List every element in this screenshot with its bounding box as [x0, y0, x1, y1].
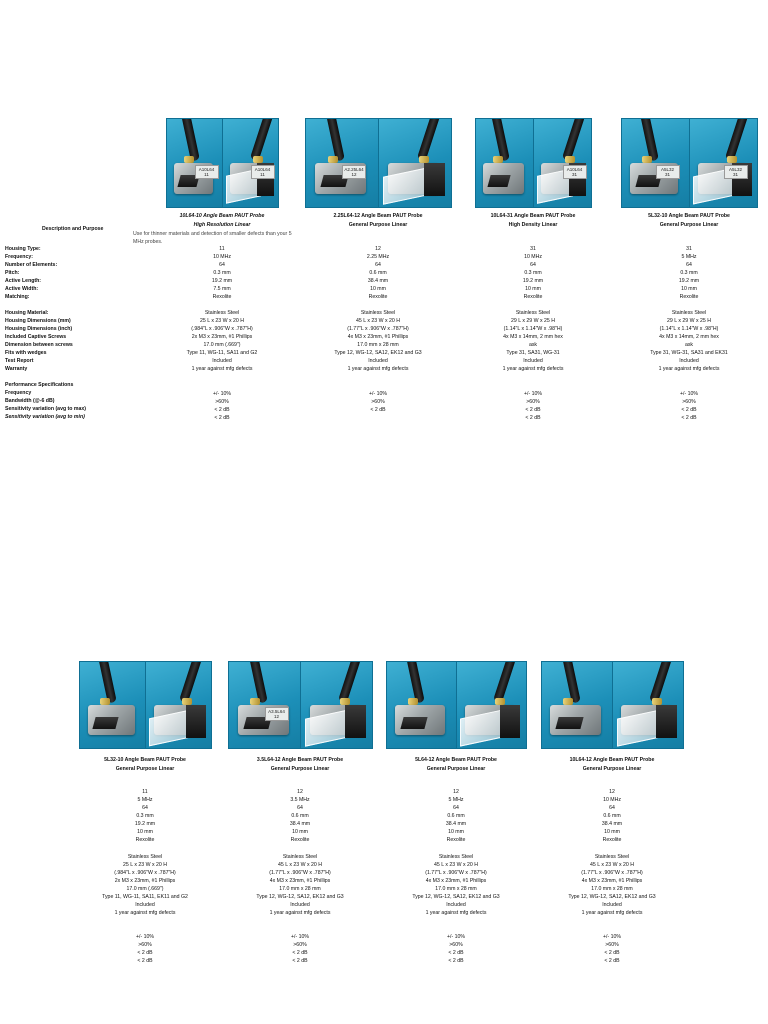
probe-subtitle: General Purpose Linear	[348, 222, 408, 228]
perf-value: < 2 dB	[137, 950, 153, 956]
probe-subtitle: General Purpose Linear	[270, 766, 330, 772]
probe-title: 5L32-10 Angle Beam PAUT Probe	[104, 757, 186, 763]
perf-value: +/- 10%	[212, 391, 232, 397]
spec-value: 19.2 mm	[522, 278, 544, 284]
probe-photo-side	[145, 661, 212, 749]
spec-value: 0.3 mm	[524, 270, 542, 276]
perf-value: < 2 dB	[214, 407, 230, 413]
label-number-of-elements: Number of Elements:	[5, 262, 58, 268]
label-fits-with-wedges: Fits with wedges	[5, 350, 47, 356]
spec-value: 2.25 MHz	[366, 254, 390, 260]
spec-value: Type 31, WG-31, SA31 and EK31	[650, 350, 728, 356]
spec-value: 17.0 mm (.669")	[126, 886, 164, 892]
perf-value: +/- 10%	[679, 391, 699, 397]
spec-value: 4x M3 x 23mm, #1 Phillips	[425, 878, 487, 884]
probe-element-face	[500, 705, 521, 738]
spec-value: 64	[142, 805, 148, 811]
spec-value: 45 L x 23 W x 20 H	[434, 862, 478, 868]
probe-photo-side	[533, 118, 592, 208]
probe-connector	[184, 156, 194, 163]
probe-description: Use for thinner materials and detection of smaller defects than your 5 MHz probes.	[133, 231, 292, 245]
spec-value: 10 mm	[604, 829, 620, 835]
label-housing-dimensions-mm: Housing Dimensions (mm)	[5, 318, 71, 324]
spec-value: 64	[375, 262, 381, 268]
spec-value: Rexolite	[212, 294, 232, 300]
spec-value: 2x M3 x 23mm, #1 Phillips	[114, 878, 176, 884]
probe-label-plate: A2.25L64 12	[342, 165, 366, 179]
spec-value: 4x M3 x 23mm, #1 Phillips	[347, 334, 409, 340]
spec-value: 1 year against mfg defects	[269, 910, 331, 916]
probe-title: 10L64-12 Angle Beam PAUT Probe	[569, 757, 655, 763]
spec-value: Rexolite	[523, 294, 543, 300]
spec-value: 3.5 MHz	[290, 797, 310, 803]
spec-value: 10 mm	[525, 286, 541, 292]
spec-value: 4x M3 x 14mm, 2 mm hex	[503, 334, 563, 340]
probe-photo-side	[612, 661, 684, 749]
perf-value: >60%	[138, 942, 152, 948]
spec-value: Type 11, WG-11, SA11 and G2	[186, 350, 258, 356]
spec-value: 31	[530, 246, 536, 252]
spec-value: 2x M3 x 23mm, #1 Phillips	[191, 334, 253, 340]
label-sensitivity-avg-max: Sensitivity variation (avg to max)	[5, 406, 87, 412]
spec-value: Rexolite	[290, 837, 310, 843]
spec-value: Stainless Steel	[204, 310, 240, 316]
perf-value: < 2 dB	[137, 958, 153, 964]
label-housing-material: Housing Material:	[5, 310, 49, 316]
spec-value: 45 L x 23 W x 20 H	[356, 318, 400, 324]
probe-title: 3.5L64-12 Angle Beam PAUT Probe	[256, 757, 344, 763]
spec-value: 5 MHz	[137, 797, 153, 803]
perf-value: +/- 10%	[290, 934, 310, 940]
probe-connector	[727, 156, 737, 163]
labels-group-2	[5, 309, 73, 373]
spec-value: 31	[686, 246, 692, 252]
spec-value: (.984"L x .906"W x .787"H)	[114, 870, 176, 876]
spec-value: Stainless Steel	[360, 310, 396, 316]
spec-value: Included	[212, 358, 232, 364]
spec-value: 10 mm	[137, 829, 153, 835]
perf-value: >60%	[371, 399, 385, 405]
label-perf-frequency: Frequency	[5, 390, 32, 396]
probe-element-face	[345, 705, 366, 738]
probe-label-plate: A5L32 31	[656, 165, 680, 179]
spec-value: Stainless Steel	[282, 854, 318, 860]
spec-value: 1 year against mfg defects	[658, 366, 720, 372]
spec-value: 64	[609, 805, 615, 811]
spec-value: (1.77"L x .906"W x .787"H)	[347, 326, 409, 332]
probe-label-plate: A10L64 11	[251, 165, 275, 179]
probe-title: 2.25L64-12 Angle Beam PAUT Probe	[333, 213, 423, 219]
probe-label-plate: A3.5L64 12	[265, 707, 289, 721]
probe-label-plate: A10L64 11	[195, 165, 219, 179]
label-pitch: Pitch:	[5, 270, 20, 276]
spec-value: 0.3 mm	[680, 270, 698, 276]
probe-title: 10L64-10 Angle Beam PAUT Probe	[179, 213, 265, 219]
spec-value: 17.0 mm x 28 mm	[591, 886, 633, 892]
perf-value: +/- 10%	[602, 934, 622, 940]
spec-value: 19.2 mm	[211, 278, 233, 284]
probe-connector	[565, 156, 575, 163]
label-frequency: Frequency:	[5, 254, 33, 260]
spec-value: Included	[290, 902, 310, 908]
probe-subtitle: General Purpose Linear	[115, 766, 175, 772]
spec-value: Rexolite	[679, 294, 699, 300]
spec-value: 1 year against mfg defects	[502, 366, 564, 372]
spec-value: Rexolite	[446, 837, 466, 843]
spec-value: 0.3 mm	[136, 813, 154, 819]
spec-value: 17.0 mm x 28 mm	[279, 886, 321, 892]
label-performance-specifications: Performance Specifications	[5, 382, 74, 388]
spec-value: 11	[219, 246, 225, 252]
spec-value: 12	[609, 789, 615, 795]
probe-title: 5L32-10 Angle Beam PAUT Probe	[648, 213, 730, 219]
spec-value: 1 year against mfg defects	[114, 910, 176, 916]
perf-value: < 2 dB	[681, 415, 697, 421]
spec-value: 10 mm	[292, 829, 308, 835]
spec-value: Included	[446, 902, 466, 908]
probe-connector	[419, 156, 429, 163]
spec-value: 5 MHz	[448, 797, 464, 803]
probe-photo-front	[386, 661, 457, 749]
probe-subtitle: High Resolution Linear	[193, 222, 251, 228]
perf-value: < 2 dB	[604, 958, 620, 964]
spec-value: 64	[219, 262, 225, 268]
spec-value: 11	[142, 789, 148, 795]
perf-value: +/- 10%	[523, 391, 543, 397]
probe-photo-front	[166, 118, 223, 208]
probe-connector	[253, 156, 263, 163]
spec-value: (1.14"L x 1.14"W x .98"H)	[503, 326, 563, 332]
label-included-captive-screws: Included Captive Screws	[5, 334, 67, 340]
spec-value: 64	[530, 262, 536, 268]
probe-label-plate: A5L32 31	[724, 165, 748, 179]
probe-title: 5L64-12 Angle Beam PAUT Probe	[415, 757, 497, 763]
perf-value: +/- 10%	[135, 934, 155, 940]
perf-value: < 2 dB	[525, 415, 541, 421]
probe-connector	[642, 156, 652, 163]
probe-element-face	[656, 705, 677, 738]
probe-subtitle: General Purpose Linear	[659, 222, 719, 228]
spec-value: ask	[684, 342, 694, 348]
probe-photo-side	[456, 661, 527, 749]
spec-value: 0.6 mm	[369, 270, 387, 276]
probe-photo-side	[378, 118, 452, 208]
spec-value: 38.4 mm	[367, 278, 389, 284]
probe-title: 10L64-31 Angle Beam PAUT Probe	[490, 213, 576, 219]
spec-value: 12	[375, 246, 381, 252]
spec-value: 19.2 mm	[678, 278, 700, 284]
spec-value: 10 mm	[681, 286, 697, 292]
spec-value: 0.3 mm	[213, 270, 231, 276]
spec-value: 64	[686, 262, 692, 268]
spec-value: 0.6 mm	[447, 813, 465, 819]
spec-value: 17.0 mm x 28 mm	[435, 886, 477, 892]
spec-value: Rexolite	[368, 294, 388, 300]
perf-value: < 2 dB	[681, 407, 697, 413]
probe-photo-side	[300, 661, 373, 749]
spec-value: 64	[453, 805, 459, 811]
probe-element-face	[487, 175, 510, 187]
spec-value: Included	[679, 358, 699, 364]
spec-value: 29 L x 29 W x 25 H	[667, 318, 711, 324]
perf-value: < 2 dB	[604, 950, 620, 956]
probe-photo-side	[222, 118, 279, 208]
probe-label-plate: A10L64 31	[563, 165, 587, 179]
perf-value: >60%	[526, 399, 540, 405]
spec-value: 10 MHz	[213, 254, 231, 260]
spec-value: (1.77"L x .906"W x .787"H)	[269, 870, 331, 876]
spec-value: 1 year against mfg defects	[347, 366, 409, 372]
probe-cable	[250, 118, 274, 162]
spec-value: 10 mm	[448, 829, 464, 835]
spec-value: 64	[297, 805, 303, 811]
perf-value: +/- 10%	[446, 934, 466, 940]
perf-value: < 2 dB	[214, 415, 230, 421]
label-bandwidth: Bandwidth (@-6 dB)	[5, 398, 55, 404]
spec-value: Type 12, WG-12, SA12, EK12 and G3	[256, 894, 344, 900]
spec-value: 12	[453, 789, 459, 795]
probe-photo-front	[305, 118, 379, 208]
perf-value: >60%	[215, 399, 229, 405]
label-dimension-between-screws: Dimension between screws	[5, 342, 73, 348]
label-warranty: Warranty	[5, 366, 28, 372]
spec-value: 25 L x 23 W x 20 H	[123, 862, 167, 868]
labels-group-1	[5, 245, 57, 301]
label-active-width: Active Width:	[5, 286, 39, 292]
spec-value: 4x M3 x 23mm, #1 Phillips	[269, 878, 331, 884]
labels-group-3	[5, 381, 86, 421]
spec-value: Stainless Steel	[515, 310, 551, 316]
probe-photo-front	[79, 661, 146, 749]
spec-value: 1 year against mfg defects	[581, 910, 643, 916]
probe-photo-front	[621, 118, 690, 208]
spec-value: (1.77"L x .906"W x .787"H)	[581, 870, 643, 876]
spec-value: Stainless Steel	[438, 854, 474, 860]
spec-value: 4x M3 x 23mm, #1 Phillips	[581, 878, 643, 884]
probe-element-face	[93, 717, 119, 729]
spec-value: Type 12, WG-12, SA12, EK12 and G3	[568, 894, 656, 900]
spec-value: Included	[523, 358, 543, 364]
spec-value: 0.6 mm	[603, 813, 621, 819]
spec-value: 38.4 mm	[445, 821, 467, 827]
perf-value: >60%	[605, 942, 619, 948]
spec-value: ask	[528, 342, 538, 348]
probe-photo-front	[541, 661, 613, 749]
probe-element-face	[556, 717, 584, 729]
perf-value: < 2 dB	[448, 950, 464, 956]
label-matching: Matching:	[5, 294, 30, 300]
spec-value: (1.14"L x 1.14"W x .98"H)	[659, 326, 719, 332]
spec-value: Included	[602, 902, 622, 908]
spec-value: 12	[297, 789, 303, 795]
label-active-length: Active Length:	[5, 278, 42, 284]
probe-subtitle: General Purpose Linear	[426, 766, 486, 772]
spec-value: Rexolite	[135, 837, 155, 843]
spec-value: 0.6 mm	[291, 813, 309, 819]
spec-value: 10 mm	[370, 286, 386, 292]
spec-value: 17.0 mm (.669")	[203, 342, 241, 348]
spec-value: 38.4 mm	[289, 821, 311, 827]
spec-value: 7.5 mm	[213, 286, 231, 292]
perf-value: < 2 dB	[292, 950, 308, 956]
probe-element-face	[424, 163, 446, 196]
spec-value: (1.77"L x .906"W x .787"H)	[425, 870, 487, 876]
spec-value: Type 11, WG-11, SA11, EK11 and G2	[102, 894, 188, 900]
probe-subtitle: General Purpose Linear	[582, 766, 642, 772]
spec-value: (.984"L x .906"W x .787"H)	[191, 326, 253, 332]
probe-subtitle: High Density Linear	[508, 222, 558, 228]
label-housing-type: Housing Type:	[5, 246, 41, 252]
spec-value: Type 12, WG-12, SA12, EK12 and G3	[334, 350, 422, 356]
perf-value: +/- 10%	[368, 391, 388, 397]
probe-photo-front	[228, 661, 301, 749]
probe-connector	[493, 156, 503, 163]
perf-value: < 2 dB	[448, 958, 464, 964]
spec-value: 10 MHz	[603, 797, 621, 803]
perf-value: >60%	[682, 399, 696, 405]
probe-photo-side	[689, 118, 758, 208]
spec-value: 19.2 mm	[134, 821, 156, 827]
probe-element-face	[186, 705, 206, 738]
perf-value: >60%	[293, 942, 307, 948]
spec-value: 1 year against mfg defects	[191, 366, 253, 372]
spec-value: 17.0 mm x 28 mm	[357, 342, 399, 348]
spec-value: 45 L x 23 W x 20 H	[278, 862, 322, 868]
label-housing-dimensions-inch: Housing Dimensions (inch)	[5, 326, 73, 332]
perf-value: < 2 dB	[525, 407, 541, 413]
label-sensitivity-avg-min: Sensitivity variation (avg to min)	[5, 414, 85, 420]
spec-value: 45 L x 23 W x 20 H	[590, 862, 634, 868]
spec-value: Type 12, WG-12, SA12, EK12 and G3	[412, 894, 500, 900]
label-description-purpose: Description and Purpose	[42, 226, 104, 232]
spec-value: 1 year against mfg defects	[425, 910, 487, 916]
label-test-report: Test Report	[5, 358, 34, 364]
spec-value: 5 MHz	[681, 254, 697, 260]
perf-value: < 2 dB	[370, 407, 386, 413]
spec-value: 4x M3 x 14mm, 2 mm hex	[659, 334, 719, 340]
spec-value: 29 L x 29 W x 25 H	[511, 318, 555, 324]
probe-element-face	[401, 717, 428, 729]
perf-value: >60%	[449, 942, 463, 948]
spec-value: Stainless Steel	[594, 854, 630, 860]
spec-value: 38.4 mm	[601, 821, 623, 827]
spec-value: 25 L x 23 W x 20 H	[200, 318, 244, 324]
perf-value: < 2 dB	[292, 958, 308, 964]
spec-value: Stainless Steel	[127, 854, 163, 860]
spec-value: Included	[135, 902, 155, 908]
spec-value: Stainless Steel	[671, 310, 707, 316]
spec-value: Included	[368, 358, 388, 364]
spec-value: Type 31, SA31, WG-31	[506, 350, 560, 356]
probe-connector	[328, 156, 338, 163]
probe-photo-front	[475, 118, 534, 208]
spec-value: Rexolite	[602, 837, 622, 843]
spec-value: 10 MHz	[524, 254, 542, 260]
